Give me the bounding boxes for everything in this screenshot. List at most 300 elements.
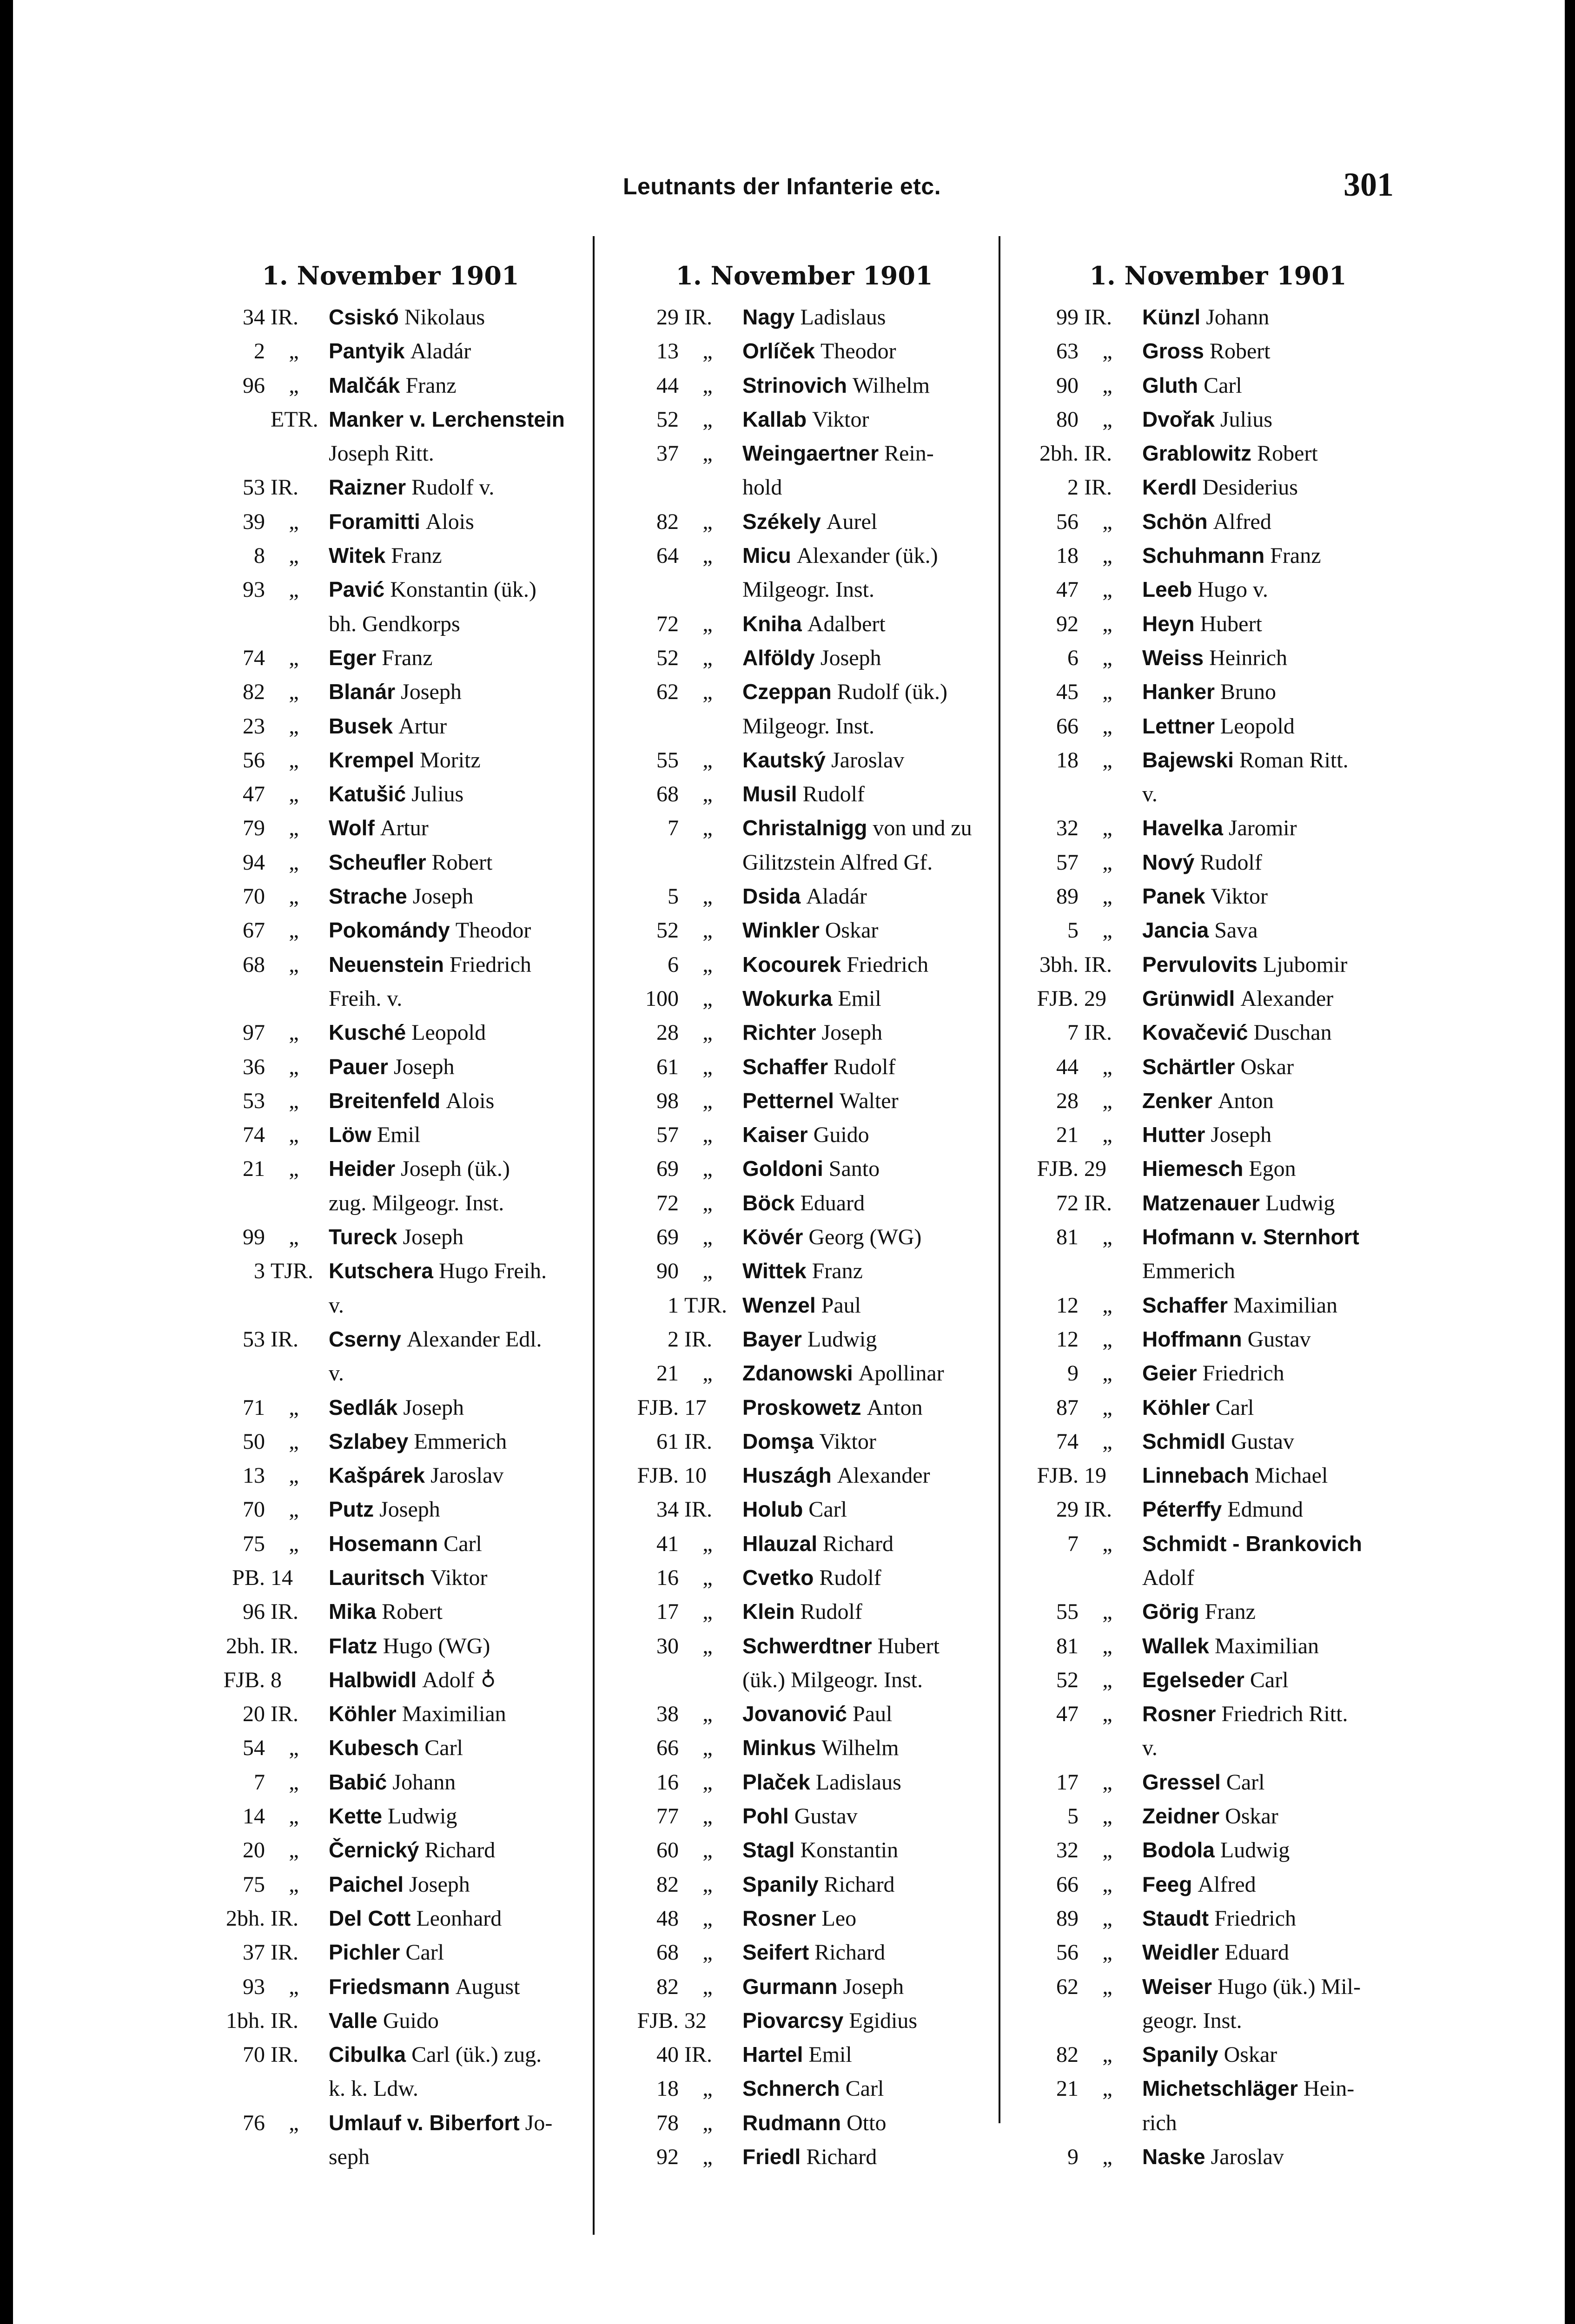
officer-given-name: Oskar	[1224, 2042, 1277, 2067]
officer-given-name: von und zu	[873, 816, 972, 841]
continuation-text: v.	[329, 1293, 344, 1318]
officer-surname: Heyn	[1142, 611, 1195, 636]
roster-entry	[205, 1084, 576, 1118]
officer-given-name: Roman Ritt.	[1239, 747, 1349, 772]
officer-surname: Pokomándy	[329, 918, 450, 943]
regiment-type: „	[1102, 918, 1112, 943]
column-2-date-header: 1. November 1901	[675, 261, 933, 290]
continuation-indent	[205, 2140, 329, 2174]
regiment-type: „	[702, 680, 713, 705]
regiment-type: „	[289, 543, 299, 568]
regiment-number: 1	[668, 1293, 679, 1318]
regiment-type: „	[289, 1974, 299, 1999]
roster-entry	[1013, 1970, 1423, 2004]
officer-given-name: Alexander	[837, 1463, 930, 1488]
regiment-number: 90	[656, 1259, 679, 1284]
officer-given-name: Emil	[808, 2042, 852, 2067]
officer-surname: Zdanowski	[742, 1361, 853, 1386]
regiment-number: FJB.	[1037, 1156, 1079, 1182]
officer-surname: Wallek	[1142, 1633, 1210, 1658]
officer-given-name: Richard	[824, 1872, 895, 1897]
regiment-type: „	[289, 1054, 299, 1079]
regiment-type: „	[702, 407, 713, 432]
regiment-type: „	[1102, 339, 1112, 364]
regiment-type: „	[1102, 1054, 1112, 1079]
officer-surname: Grablowitz	[1142, 441, 1252, 466]
officer-given-name: Carl	[443, 1531, 482, 1556]
roster-entry-continuation	[205, 982, 576, 1016]
regiment-type: IR.	[271, 1599, 298, 1624]
regiment-number: 45	[1056, 680, 1079, 705]
regiment-type: „	[1102, 816, 1112, 841]
regiment-number: 18	[656, 2076, 679, 2101]
officer-surname: Paichel	[329, 1872, 404, 1896]
roster-entry	[205, 1322, 576, 1356]
officer-surname: Holub	[742, 1497, 803, 1522]
regiment-number: 66	[1056, 1872, 1079, 1897]
roster-entry	[1013, 879, 1423, 913]
regiment-type: „	[702, 543, 713, 568]
regiment-number: 57	[1056, 850, 1079, 875]
officer-surname: Friedsmann	[329, 1974, 450, 1999]
roster-entry	[205, 539, 576, 573]
roster-entry	[609, 913, 999, 947]
roster-entry	[1013, 1799, 1423, 1833]
officer-given-name: Viktor	[819, 1429, 876, 1454]
roster-entry-continuation	[1013, 777, 1423, 811]
officer-surname: Schaffer	[1142, 1293, 1228, 1317]
officer-given-name: Carl	[405, 1940, 444, 1965]
officer-given-name: Konstantin (ük.)	[390, 577, 536, 602]
regiment-type: IR.	[271, 1327, 298, 1352]
roster-entry-continuation	[205, 2072, 576, 2106]
officer-surname: Geier	[1142, 1361, 1197, 1386]
officer-given-name: Joseph	[393, 1054, 455, 1079]
roster-entry	[1013, 1765, 1423, 1799]
officer-given-name: Jaromir	[1228, 816, 1297, 841]
continuation-indent	[1013, 2106, 1142, 2140]
regiment-number: 29	[1056, 1497, 1079, 1522]
regiment-type: „	[1102, 1088, 1112, 1113]
regiment-type: „	[1102, 373, 1112, 398]
regiment-type: „	[1102, 1769, 1112, 1795]
officer-given-name: Joseph	[843, 1974, 904, 1999]
officer-given-name: Hein-	[1303, 2076, 1355, 2101]
regiment-number: 98	[656, 1088, 679, 1113]
regiment-number: 71	[243, 1395, 265, 1420]
officer-given-name: Theodor	[821, 339, 896, 364]
regiment-type: „	[702, 2110, 713, 2135]
roster-entry	[205, 369, 576, 403]
officer-given-name: Maximilian	[402, 1702, 506, 1727]
officer-given-name: Alexander	[1240, 986, 1334, 1011]
regiment-number: 52	[1056, 1667, 1079, 1692]
regiment-number: FJB.	[1037, 1463, 1079, 1488]
roster-entry	[609, 811, 999, 845]
officer-surname: Löw	[329, 1122, 371, 1147]
roster-entry-continuation	[205, 2140, 576, 2174]
roster-entry	[609, 1629, 999, 1663]
regiment-type: „	[289, 1225, 299, 1250]
regiment-number: 44	[656, 373, 679, 398]
regiment-type: IR.	[684, 1497, 712, 1522]
regiment-type: „	[702, 884, 713, 909]
regiment-number: 89	[1056, 1906, 1079, 1931]
regiment-type: „	[702, 782, 713, 807]
officer-surname: Hoffmann	[1142, 1327, 1242, 1351]
regiment-number: 60	[656, 1838, 679, 1863]
regiment-number: 61	[656, 1429, 679, 1454]
officer-given-name: Gustav	[1247, 1327, 1311, 1352]
officer-surname: Kniha	[742, 611, 802, 636]
officer-surname: Katušić	[329, 782, 406, 806]
roster-entry	[1013, 539, 1423, 573]
regiment-number: 32	[1056, 816, 1079, 841]
regiment-number: 55	[656, 747, 679, 772]
officer-surname: Del Cott	[329, 1906, 411, 1930]
officer-given-name: Franz	[1204, 1599, 1256, 1624]
regiment-type: „	[702, 1599, 713, 1624]
regiment-type: IR.	[271, 1906, 298, 1931]
officer-given-name: Joseph	[403, 1225, 464, 1250]
regiment-number: 28	[656, 1020, 679, 1045]
regiment-type: „	[702, 2145, 713, 2170]
officer-surname: Wokurka	[742, 986, 833, 1010]
regiment-number: 87	[1056, 1395, 1079, 1420]
roster-entry	[205, 777, 576, 811]
roster-entry	[205, 403, 576, 436]
officer-surname: Huszágh	[742, 1463, 832, 1488]
officer-given-name: Ludwig	[388, 1804, 457, 1829]
officer-given-name: Joseph	[379, 1497, 440, 1522]
officer-surname: Piovarcsy	[742, 2008, 844, 2033]
regiment-type: „	[1102, 884, 1112, 909]
officer-surname: Lauritsch	[329, 1565, 425, 1590]
regiment-type: „	[289, 373, 299, 398]
officer-surname: Künzl	[1142, 305, 1201, 329]
column-3-entries	[1013, 300, 1423, 2174]
roster-entry	[609, 1799, 999, 1833]
regiment-number: 62	[1056, 1974, 1079, 1999]
continuation-indent	[1013, 1254, 1142, 1288]
regiment-type: 29	[1084, 986, 1106, 1011]
officer-given-name: Eduard	[800, 1190, 865, 1215]
column-2-entries	[609, 300, 999, 2174]
regiment-number: 28	[1056, 1088, 1079, 1113]
continuation-indent	[1013, 1561, 1142, 1595]
officer-surname: Gluth	[1142, 373, 1198, 397]
officer-given-name: Carl (ük.) zug.	[411, 2042, 542, 2067]
roster-entry	[609, 1595, 999, 1629]
regiment-number: 2	[254, 339, 265, 364]
officer-surname: Pauer	[329, 1054, 388, 1079]
officer-surname: Winkler	[742, 918, 820, 943]
regiment-type: „	[702, 441, 713, 466]
regiment-type: „	[702, 509, 713, 534]
regiment-type: „	[702, 1565, 713, 1590]
officer-surname: Michetschläger	[1142, 2076, 1298, 2101]
regiment-type: „	[289, 680, 299, 705]
regiment-type: „	[289, 884, 299, 909]
roster-entry	[1013, 1492, 1423, 1526]
officer-surname: Pervulovits	[1142, 952, 1257, 977]
regiment-number: 5	[1067, 918, 1079, 943]
roster-entry	[609, 1322, 999, 1356]
regiment-number: 89	[1056, 884, 1079, 909]
officer-given-name: Rudolf	[800, 1599, 862, 1624]
officer-surname: Kovačević	[1142, 1020, 1248, 1045]
regiment-type: „	[289, 1769, 299, 1795]
officer-surname: Spanily	[742, 1872, 819, 1896]
column-2	[609, 255, 999, 2174]
roster-entry	[1013, 1118, 1423, 1152]
roster-entry	[609, 1391, 999, 1425]
regiment-type: „	[289, 918, 299, 943]
roster-entry	[205, 1118, 576, 1152]
regiment-number: 47	[243, 782, 265, 807]
officer-surname: Péterffy	[1142, 1497, 1222, 1522]
officer-given-name: Paul	[821, 1293, 861, 1318]
roster-entry	[205, 1833, 576, 1867]
regiment-number: 96	[243, 1599, 265, 1624]
regiment-number: 38	[656, 1702, 679, 1727]
continuation-text: Milgeogr. Inst.	[742, 713, 874, 739]
regiment-type: „	[702, 1122, 713, 1148]
regiment-type: TJR.	[271, 1259, 314, 1284]
regiment-type: 32	[684, 2008, 707, 2033]
roster-entry-continuation	[1013, 2106, 1423, 2140]
roster-entry	[205, 1935, 576, 1969]
regiment-number: 81	[1056, 1225, 1079, 1250]
continuation-text: Adolf	[1142, 1565, 1194, 1590]
roster-entry-continuation	[1013, 2004, 1423, 2038]
officer-surname: Köhler	[1142, 1395, 1210, 1419]
regiment-number: FJB.	[637, 1395, 679, 1420]
regiment-type: „	[702, 952, 713, 977]
officer-surname: Székely	[742, 509, 821, 534]
roster-entry	[609, 1527, 999, 1561]
regiment-type: IR.	[1084, 1190, 1112, 1215]
roster-entry	[1013, 1595, 1423, 1629]
officer-surname: Kutschera	[329, 1259, 433, 1283]
regiment-number: 17	[656, 1599, 679, 1624]
officer-given-name: Sava	[1214, 918, 1258, 943]
roster-entry	[609, 300, 999, 334]
officer-surname: Halbwidl	[329, 1667, 417, 1692]
officer-surname: Hofmann v. Sternhort	[1142, 1225, 1359, 1249]
officer-surname: Dsida	[742, 884, 801, 909]
officer-surname: Wenzel	[742, 1293, 816, 1317]
roster-entry	[1013, 334, 1423, 368]
officer-surname: Weidler	[1142, 1940, 1219, 1965]
officer-surname: Kerdl	[1142, 475, 1197, 500]
roster-entry	[1013, 1322, 1423, 1356]
regiment-type: „	[289, 1497, 299, 1522]
regiment-number: 75	[243, 1872, 265, 1897]
regiment-type: „	[702, 1736, 713, 1761]
regiment-type: IR.	[1084, 1497, 1112, 1522]
regiment-number: 81	[1056, 1633, 1079, 1658]
regiment-type: „	[1102, 1633, 1112, 1658]
regiment-number: 100	[645, 986, 679, 1011]
roster-entry	[205, 2106, 576, 2140]
regiment-type: „	[289, 713, 299, 739]
regiment-number: 48	[656, 1906, 679, 1931]
regiment-number: 18	[1056, 747, 1079, 772]
regiment-type: „	[289, 1088, 299, 1113]
roster-entry	[1013, 1288, 1423, 1322]
regiment-type: IR.	[1084, 305, 1112, 330]
officer-surname: Plaček	[742, 1769, 810, 1794]
regiment-number: 56	[1056, 509, 1079, 534]
regiment-type: IR.	[1084, 1020, 1112, 1045]
roster-entry	[1013, 1084, 1423, 1118]
regiment-type: „	[1102, 747, 1112, 772]
regiment-number: 34	[243, 305, 265, 330]
officer-given-name: Friedrich Ritt.	[1221, 1702, 1348, 1727]
regiment-type: „	[702, 747, 713, 772]
roster-entry	[1013, 675, 1423, 709]
regiment-number: 70	[243, 1497, 265, 1522]
roster-entry	[205, 1595, 576, 1629]
officer-given-name: Alois	[446, 1088, 495, 1113]
regiment-type: „	[1102, 2076, 1112, 2101]
officer-surname: Panek	[1142, 884, 1205, 909]
officer-given-name: Franz	[382, 645, 433, 670]
officer-surname: Klein	[742, 1599, 795, 1624]
officer-given-name: Friedrich	[847, 952, 929, 977]
officer-given-name: Hugo Freih.	[438, 1259, 547, 1284]
regiment-number: 1bh.	[226, 2008, 265, 2033]
regiment-number: 72	[1056, 1190, 1079, 1215]
regiment-number: 7	[668, 816, 679, 841]
officer-given-name: Johann	[392, 1769, 456, 1795]
officer-given-name: Robert	[1209, 339, 1271, 364]
annotation-symbol-icon: ♁	[481, 1668, 496, 1692]
officer-given-name: Apollinar	[858, 1361, 944, 1386]
continuation-indent	[1013, 1731, 1142, 1765]
regiment-number: 56	[1056, 1940, 1079, 1965]
roster-entry	[205, 845, 576, 879]
regiment-number: 18	[1056, 543, 1079, 568]
officer-given-name: Friedrich	[1214, 1906, 1297, 1931]
roster-entry	[609, 403, 999, 436]
roster-entry	[1013, 1016, 1423, 1050]
officer-surname: Dvořak	[1142, 407, 1215, 431]
regiment-number	[205, 403, 271, 436]
regiment-number: 92	[656, 2145, 679, 2170]
continuation-indent	[205, 982, 329, 1016]
continuation-text: Joseph Ritt.	[329, 441, 434, 466]
officer-given-name: Oskar	[1240, 1054, 1294, 1079]
regiment-number: 61	[656, 1054, 679, 1079]
officer-surname: Domşa	[742, 1429, 814, 1453]
scan-right-edge	[1565, 0, 1575, 2324]
roster-entry	[1013, 1868, 1423, 1901]
regiment-type: „	[702, 1361, 713, 1386]
regiment-number: 78	[656, 2110, 679, 2135]
officer-given-name: Emil	[377, 1122, 421, 1148]
officer-surname: Hartel	[742, 2042, 803, 2067]
roster-entry	[1013, 403, 1423, 436]
roster-entry	[205, 1697, 576, 1731]
regiment-type: „	[702, 816, 713, 841]
roster-entry	[205, 1868, 576, 1901]
officer-surname: Görig	[1142, 1599, 1199, 1624]
regiment-number: 62	[656, 680, 679, 705]
officer-surname: Bayer	[742, 1327, 802, 1351]
roster-entry	[609, 982, 999, 1016]
regiment-number: 7	[1067, 1020, 1079, 1045]
officer-surname: Musil	[742, 782, 797, 806]
roster-entry	[609, 743, 999, 777]
regiment-type: IR.	[684, 1429, 712, 1454]
regiment-number: 16	[656, 1565, 679, 1590]
officer-surname: Weiser	[1142, 1974, 1212, 1999]
officer-given-name: Leonhard	[416, 1906, 502, 1931]
regiment-number: 17	[1056, 1769, 1079, 1795]
regiment-number: 6	[1067, 645, 1079, 670]
roster-entry-continuation	[205, 1288, 576, 1322]
officer-given-name: Julius	[411, 782, 464, 807]
officer-surname: Matzenauer	[1142, 1190, 1260, 1215]
regiment-number: 20	[243, 1702, 265, 1727]
officer-given-name: Egon	[1249, 1156, 1296, 1182]
officer-surname: Witek	[329, 543, 386, 568]
regiment-number: 68	[656, 1940, 679, 1965]
regiment-type: „	[289, 1429, 299, 1454]
regiment-type: „	[289, 1156, 299, 1182]
roster-entry	[205, 1663, 576, 1697]
roster-entry	[205, 709, 576, 743]
officer-surname: Raizner	[329, 475, 406, 500]
regiment-type: „	[702, 1190, 713, 1215]
regiment-type: „	[1102, 1974, 1112, 1999]
regiment-number: 99	[1056, 305, 1079, 330]
regiment-type: „	[1102, 2042, 1112, 2067]
roster-entry	[609, 879, 999, 913]
officer-given-name: Maximilian	[1233, 1293, 1338, 1318]
regiment-number: 53	[243, 475, 265, 500]
officer-given-name: Adolf	[422, 1667, 475, 1692]
column-3-date-header: 1. November 1901	[1089, 261, 1347, 290]
regiment-type: „	[702, 1088, 713, 1113]
regiment-number: 30	[656, 1633, 679, 1658]
officer-given-name: Ladislaus	[815, 1769, 901, 1795]
regiment-number: FJB.	[637, 1463, 679, 1488]
regiment-number: 21	[1056, 1122, 1079, 1148]
roster-entry	[205, 1492, 576, 1526]
column-1-entries	[205, 300, 576, 2174]
continuation-text: v.	[1142, 1736, 1158, 1761]
regiment-number: PB.	[232, 1565, 265, 1590]
regiment-number: 2	[668, 1327, 679, 1352]
roster-entry	[609, 1118, 999, 1152]
regiment-number: 7	[254, 1769, 265, 1795]
regiment-number: 16	[656, 1769, 679, 1795]
officer-given-name: Rudolf	[1200, 850, 1262, 875]
regiment-type: TJR.	[684, 1293, 728, 1318]
regiment-type: IR.	[271, 1702, 298, 1727]
regiment-number: 63	[1056, 339, 1079, 364]
officer-given-name: Joseph (ük.)	[401, 1156, 510, 1182]
roster-entry	[609, 369, 999, 403]
roster-entry	[1013, 1697, 1423, 1731]
officer-given-name: Rudolf (ük.)	[837, 680, 947, 705]
column-3	[1013, 255, 1423, 2174]
officer-surname: Cserny	[329, 1327, 401, 1351]
roster-entry	[205, 1799, 576, 1833]
